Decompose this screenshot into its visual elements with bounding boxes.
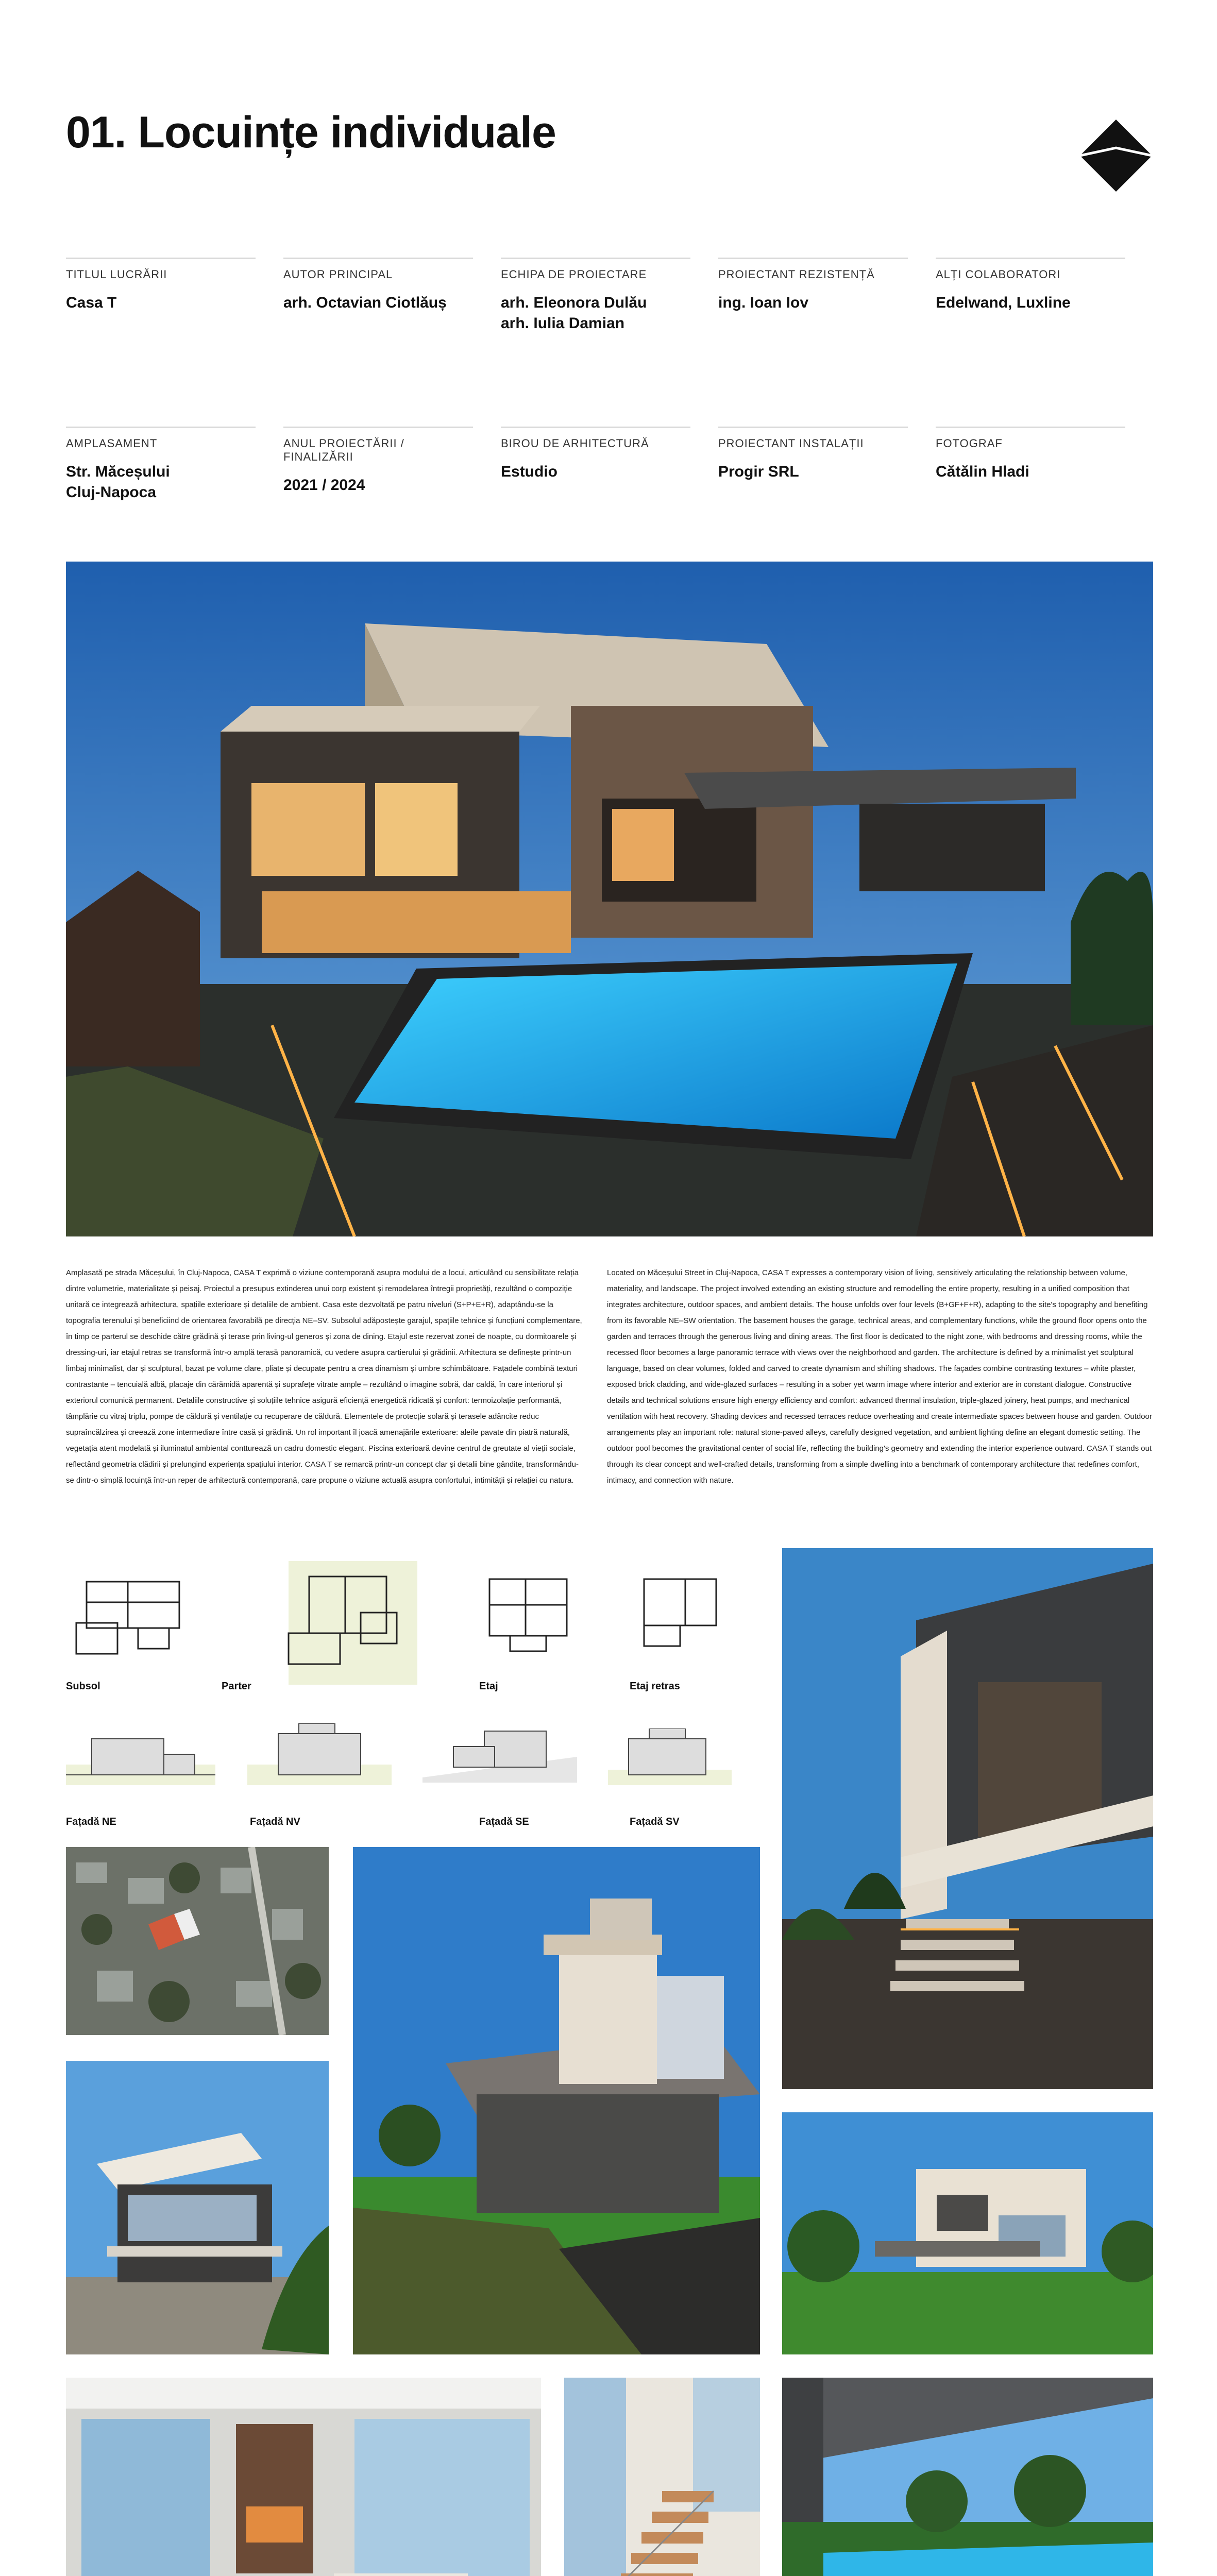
meta-label: PROIECTANT REZISTENȚĂ xyxy=(718,268,875,281)
page-title: 01. Locuințe individuale xyxy=(66,108,556,157)
meta-label: PROIECTANT INSTALAȚII xyxy=(718,437,864,450)
meta-divider xyxy=(66,258,256,259)
facade-label-nv: Fațadă NV xyxy=(250,1816,300,1827)
meta-cell xyxy=(66,258,256,313)
meta-label: FOTOGRAF xyxy=(936,437,1003,450)
plan-etaj-drawing xyxy=(479,1574,577,1656)
hero-photo xyxy=(66,562,1153,1236)
plan-label-etaj-retras: Etaj retras xyxy=(630,1681,680,1692)
meta-cell xyxy=(501,427,690,482)
meta-divider xyxy=(936,427,1125,428)
meta-cell xyxy=(718,258,908,313)
meta-cell xyxy=(501,258,690,334)
plan-parter-drawing xyxy=(268,1561,417,1685)
meta-divider xyxy=(283,427,473,428)
photo-facade-garden xyxy=(353,1847,760,2354)
meta-label: AUTOR PRINCIPAL xyxy=(283,268,393,281)
meta-divider xyxy=(718,258,908,259)
facade-ne-drawing xyxy=(66,1728,215,1785)
facade-label-sv: Fațadă SV xyxy=(630,1816,680,1827)
meta-value: Str. Măceșului Cluj-Napoca xyxy=(66,463,170,501)
meta-value: Estudio xyxy=(501,463,557,480)
meta-cell xyxy=(936,427,1125,482)
photo-facade-stairs xyxy=(782,1548,1153,2089)
photo-garden-view xyxy=(782,2112,1153,2354)
plan-label-parter: Parter xyxy=(222,1681,251,1692)
meta-divider xyxy=(501,427,690,428)
facade-label-ne: Fațadă NE xyxy=(66,1816,116,1827)
meta-divider xyxy=(501,258,690,259)
plan-label-subsol: Subsol xyxy=(66,1681,100,1692)
facade-nv-drawing xyxy=(247,1723,392,1785)
meta-cell xyxy=(718,427,908,482)
meta-label: ALȚI COLABORATORI xyxy=(936,268,1061,281)
plan-subsol-drawing xyxy=(66,1571,195,1664)
meta-divider xyxy=(283,258,473,259)
description-ro: Amplasată pe strada Măceșului, în Cluj-Napoca, CASA T exprimă o viziune contemporană asupra modului de a locui, articulând cu sensibilitate relația dintre volumetrie, materialitate și peisaj. Proiectul a presupus extinderea unui corp existent și remodelarea întregii proprietăți, rezultând o compoziție unitară ce integrează arhitectura, spațiile exterioare și detaliile de ambient. Casa este dezvoltată pe patru niveluri (S+P+E+R), adaptându-se la topografia terenului și beneficiind de orientarea favorabilă pe direcția NE–SV. Subsolul adăpostește garajul, spațiile tehnice și funcțiuni complementare, în timp ce parterul se deschide către grădină și terase prin living-ul generos și zona de dining. Etajul este rezervat zonei de noapte, cu dormitoarele și dressing-uri, iar etajul retras se transformă într-o amplă terasă panoramică, cu vedere asupra cartierului și grădinii. Arhitectura se definește printr-un limbaj minimalist, dar și sculptural, bazat pe volume clare, pliate și decupate pentru a crea dinamism și umbre schimbătoare. Fațadele combină texturi contrastante – tencuială albă, placaje din cărămidă aparentă și suprafețe vitrate ample – rezultând o imagine sobră, dar caldă, în care interiorul și exteriorul comunică permanent. Detaliile constructive și soluțiile tehnice asigură eficiență energetică ridicată și confort: termoizolație performantă, tâmplărie cu vitraj triplu, pompe de căldură și ventilație cu recuperare de căldură. Elementele de protecție solară și terasele adâncite reduc supraîncălzirea și creează zone intermediare între casă și grădină. Un rol important îl joacă amenajările exterioare: aleile pavate din piatră naturală, vegetația atent modelată și iluminatul ambiental contturează un cadru domestic elegant. Piscina exterioară devine centrul de greutate al vieții sociale, reflectând geometria clădirii și prelungind experiența spațiului interior. CASA T se remarcă printr-un concept clar și detalii bine gândite, transformându-se dintr-o simplă locuință într-un reper de arhitectură contemporană, care propune o viziune actuală asupra confortului, intimității și relației cu natura. xyxy=(66,1268,582,1485)
meta-cell xyxy=(283,258,473,313)
plan-etaj-retras-drawing xyxy=(634,1574,726,1656)
meta-divider xyxy=(936,258,1125,259)
meta-value: Progir SRL xyxy=(718,463,799,480)
meta-label: ECHIPA DE PROIECTARE xyxy=(501,268,647,281)
meta-label: TITLUL LUCRĂRII xyxy=(66,268,167,281)
photo-side-elevation xyxy=(66,2061,329,2354)
description-en: Located on Măceșului Street in Cluj-Napoca, CASA T expresses a contemporary vision of living, sensitively articulating the relationship between volume, materiality, and landscape. The project involved extending an existing structure and remodelling the entire property, resulting in a unified composition that integrates architecture, outdoor spaces, and ambient details. The house unfolds over four levels (B+GF+F+R), adapting to the site's topography and benefiting from its favorable NE–SW orientation. The basement houses the garage, technical areas, and complementary functions, while the ground floor opens onto the garden and terraces through the generous living and dining areas. The first floor is dedicated to the night zone, with bedrooms and dressing rooms, while the recessed floor becomes a large panoramic terrace with views over the neighborhood and garden. The architecture is defined by a minimalist yet sculptural language, based on clear volumes, folded and carved to create dynamism and shifting shadows. The façades combine contrasting textures – white plaster, exposed brick cladding, and wide-glazed surfaces – resulting in a sober yet warm image where interior and exterior are in constant dialogue. Constructive details and technical solutions ensure high energy efficiency and comfort: advanced thermal insulation, triple-glazed joinery, heat pumps, and mechanical ventilation with heat recovery. Shading devices and recessed terraces reduce overheating and create intermediate spaces between house and garden. Outdoor arrangements play an important role: natural stone-paved alleys, carefully designed vegetation, and ambient lighting define an elegant domestic setting. The outdoor pool becomes the gravitational center of social life, reflecting the building's geometry and extending the interior experience outward. CASA T stands out through its clear concept and well-crafted details, transforming from a simple dwelling into a benchmark of contemporary architecture that redefines comfort, intimacy, and connection with nature. xyxy=(607,1268,1152,1485)
facade-label-se: Fațadă SE xyxy=(479,1816,529,1827)
facade-se-drawing xyxy=(422,1726,577,1783)
meta-cell xyxy=(66,427,256,503)
meta-value: arh. Octavian Ciotlăuș xyxy=(283,294,447,311)
meta-value: Cătălin Hladi xyxy=(936,463,1029,480)
plan-label-etaj: Etaj xyxy=(479,1681,498,1692)
meta-value: Edelwand, Luxline xyxy=(936,294,1071,311)
meta-value: ing. Ioan Iov xyxy=(718,294,809,311)
meta-value: Casa T xyxy=(66,294,117,311)
meta-label: AMPLASAMENT xyxy=(66,437,158,450)
meta-divider xyxy=(718,427,908,428)
meta-label: BIROU DE ARHITECTURĂ xyxy=(501,437,649,450)
meta-label: ANUL PROIECTĂRII / FINALIZĂRII xyxy=(283,437,404,463)
photo-pool-terrace xyxy=(782,2378,1153,2576)
meta-divider xyxy=(66,427,256,428)
photo-interior-stairs xyxy=(564,2378,760,2576)
category-diamond-icon xyxy=(1080,120,1152,192)
meta-cell xyxy=(936,258,1125,313)
photo-satellite-map xyxy=(66,1847,329,2035)
facade-sv-drawing xyxy=(608,1728,732,1785)
meta-value: arh. Eleonora Dulău arh. Iulia Damian xyxy=(501,294,647,332)
meta-cell xyxy=(283,427,473,496)
meta-value: 2021 / 2024 xyxy=(283,477,365,494)
photo-interior-living xyxy=(66,2378,541,2576)
